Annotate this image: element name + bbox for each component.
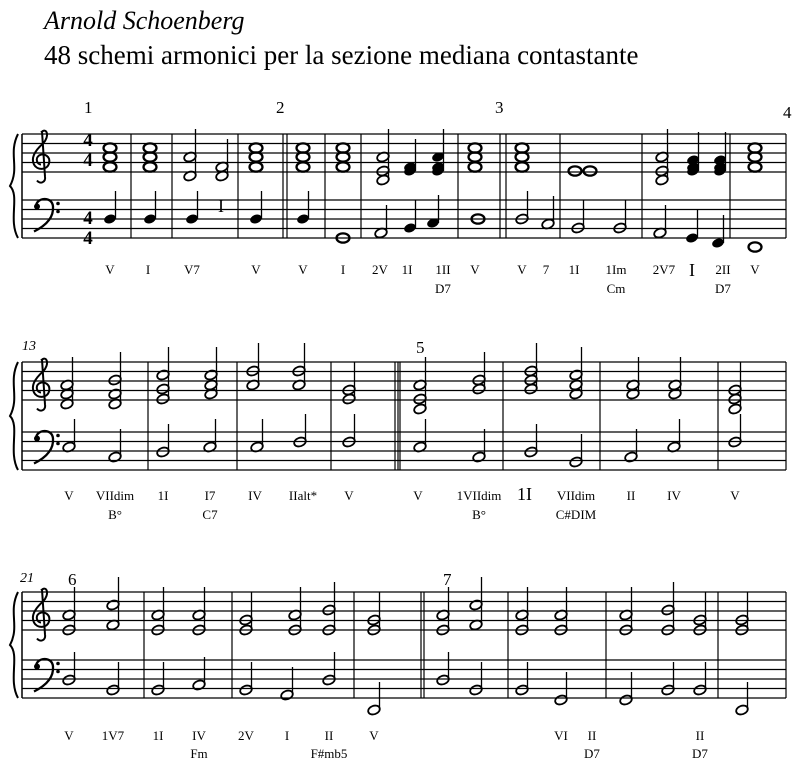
roman-numeral: I bbox=[340, 262, 346, 277]
whole-note bbox=[749, 152, 762, 161]
harmony-labels bbox=[20, 98, 792, 761]
whole-note bbox=[469, 143, 482, 152]
time-signatures bbox=[83, 130, 93, 249]
whole-note bbox=[749, 143, 762, 152]
roman-numeral: V bbox=[64, 488, 74, 503]
roman-numeral: V bbox=[298, 262, 308, 277]
whole-note bbox=[250, 143, 263, 152]
piece-title: 48 schemi armonici per la sezione mediana contastante bbox=[44, 40, 639, 70]
roman-numeral: V bbox=[344, 488, 354, 503]
whole-note bbox=[144, 162, 157, 171]
brace bbox=[10, 362, 18, 470]
whole-note bbox=[104, 152, 117, 161]
roman-numeral: II bbox=[626, 488, 636, 503]
roman-numeral: 7 bbox=[542, 262, 550, 277]
scheme-number: 6 bbox=[68, 570, 77, 589]
chord-name: Fm bbox=[190, 746, 208, 761]
roman-numeral: 1V7 bbox=[101, 728, 125, 743]
roman-numeral: V bbox=[470, 262, 480, 277]
chord-name: C7 bbox=[202, 507, 218, 522]
time-sig-top: 4 bbox=[83, 208, 93, 229]
composer-name: Arnold Schoenberg bbox=[44, 6, 245, 35]
roman-numeral: 1I bbox=[401, 262, 413, 277]
whole-note bbox=[297, 152, 310, 161]
chord-name: D7 bbox=[692, 746, 708, 761]
bass-clef bbox=[34, 659, 60, 692]
whole-note bbox=[337, 162, 350, 171]
chord-name: F#mb5 bbox=[310, 746, 348, 761]
roman-numeral: IV bbox=[248, 488, 262, 503]
roman-numeral: VIIdim bbox=[95, 488, 135, 503]
brace bbox=[10, 134, 18, 238]
roman-numeral: 1I bbox=[152, 728, 164, 743]
roman-numeral: IV bbox=[192, 728, 206, 743]
whole-note bbox=[104, 162, 117, 171]
whole-note bbox=[250, 162, 263, 171]
whole-note bbox=[516, 162, 529, 171]
roman-numeral: V7 bbox=[184, 262, 200, 277]
roman-numeral: VIIdim bbox=[556, 488, 596, 503]
roman-numeral: I bbox=[145, 262, 151, 277]
scheme-number: 1 bbox=[84, 98, 93, 117]
roman-numeral: VI bbox=[554, 728, 568, 743]
roman-numeral: V bbox=[750, 262, 760, 277]
scheme-number: 2 bbox=[276, 98, 285, 117]
brace bbox=[10, 592, 18, 698]
treble-clef bbox=[33, 359, 49, 411]
chord-name: B° bbox=[472, 507, 486, 522]
roman-numeral: V bbox=[251, 262, 261, 277]
whole-note bbox=[144, 152, 157, 161]
treble-clef bbox=[33, 131, 49, 183]
extra-mark: 1I bbox=[517, 484, 532, 504]
chord-name: B° bbox=[108, 507, 122, 522]
roman-numeral: IV bbox=[667, 488, 681, 503]
whole-note bbox=[144, 143, 157, 152]
extra-mark: I bbox=[689, 260, 695, 280]
roman-numeral: II bbox=[324, 728, 334, 743]
whole-note bbox=[516, 152, 529, 161]
time-sig-top: 4 bbox=[83, 130, 93, 151]
measure-number: 21 bbox=[20, 571, 34, 586]
chord-name: D7 bbox=[584, 746, 600, 761]
roman-numeral: 2II bbox=[715, 262, 731, 277]
chord-name: D7 bbox=[435, 281, 451, 296]
time-sig-bottom: 4 bbox=[83, 228, 93, 249]
roman-numeral: V bbox=[730, 488, 740, 503]
scheme-number: 7 bbox=[443, 570, 452, 589]
staff-lines bbox=[10, 131, 786, 698]
whole-note bbox=[337, 152, 350, 161]
roman-numeral: II bbox=[695, 728, 705, 743]
roman-numeral: 1I bbox=[568, 262, 580, 277]
measure-number: 13 bbox=[22, 339, 36, 354]
roman-numeral: 1VIIdim bbox=[456, 488, 502, 503]
roman-numeral: 2V bbox=[238, 728, 254, 743]
roman-numeral: IIalt* bbox=[288, 488, 318, 503]
chord-name: C#DIM bbox=[555, 507, 597, 522]
roman-numeral: 1I bbox=[157, 488, 169, 503]
roman-numeral: I bbox=[284, 728, 290, 743]
roman-numeral: V bbox=[517, 262, 527, 277]
roman-numeral: 2V bbox=[372, 262, 388, 277]
roman-numeral: V bbox=[64, 728, 74, 743]
bass-clef bbox=[34, 199, 60, 232]
chord-name: Cm bbox=[606, 281, 626, 296]
whole-note bbox=[250, 152, 263, 161]
roman-numeral: 1II bbox=[435, 262, 451, 277]
roman-numeral: II bbox=[587, 728, 597, 743]
whole-note bbox=[297, 143, 310, 152]
whole-note bbox=[469, 162, 482, 171]
roman-numeral: 2V7 bbox=[652, 262, 676, 277]
roman-numeral: I7 bbox=[204, 488, 216, 503]
whole-note bbox=[297, 162, 310, 171]
extra-mark: I bbox=[218, 196, 224, 216]
whole-note bbox=[104, 143, 117, 152]
scheme-number: 5 bbox=[416, 338, 425, 357]
roman-numeral: V bbox=[413, 488, 423, 503]
time-sig-bottom: 4 bbox=[83, 150, 93, 171]
whole-note bbox=[749, 162, 762, 171]
whole-note bbox=[584, 166, 597, 175]
bass-clef bbox=[34, 431, 60, 464]
roman-numeral: 1Im bbox=[605, 262, 627, 277]
noteheads bbox=[60, 129, 762, 716]
scheme-number: 4 bbox=[783, 103, 792, 122]
whole-note bbox=[569, 166, 582, 175]
whole-note bbox=[469, 152, 482, 161]
treble-clef bbox=[33, 589, 49, 641]
whole-note bbox=[337, 143, 350, 152]
roman-numeral: V bbox=[369, 728, 379, 743]
roman-numeral: V bbox=[105, 262, 115, 277]
scheme-number: 3 bbox=[495, 98, 504, 117]
whole-note bbox=[749, 242, 762, 251]
whole-note bbox=[516, 143, 529, 152]
chord-name: D7 bbox=[715, 281, 731, 296]
